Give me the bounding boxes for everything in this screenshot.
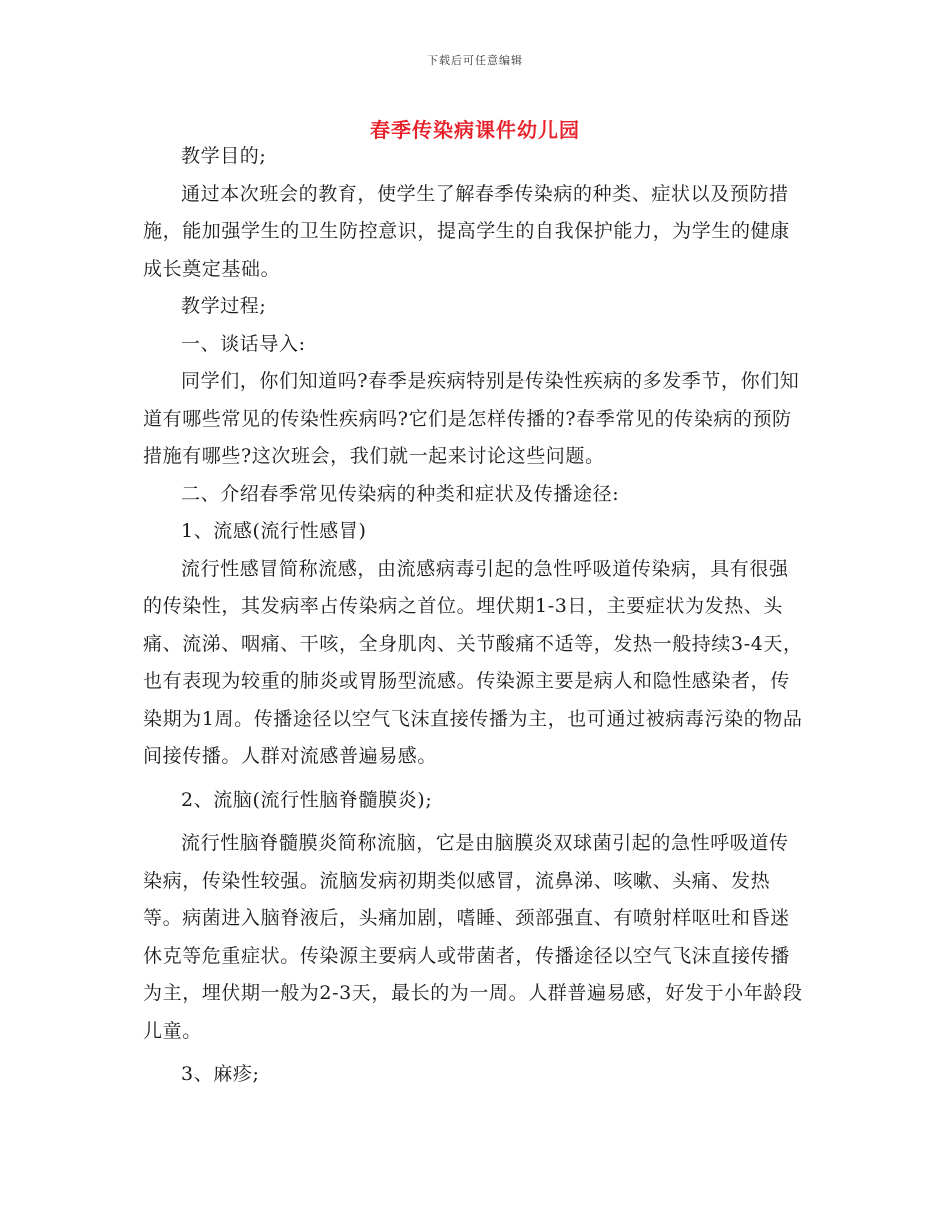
paragraph-section-1-heading: 一、谈话导入: (181, 332, 306, 355)
paragraph-teaching-goal-heading: 教学目的; (181, 145, 267, 167)
document-title: 春季传染病课件幼儿园 (370, 118, 580, 142)
paragraph-teaching-process-heading: 教学过程; (181, 295, 267, 317)
paragraph-teaching-goal: 通过本次班会的教育，使学生了解春季传染病的种类、症状以及预防措施，能加强学生的卫生防控意识，提高学生的自我保护能力，为学生的健康成长奠定基础。 (143, 182, 790, 280)
paragraph-measles-heading: 3、麻疹; (181, 1063, 260, 1085)
paragraph-meningitis-description: 流行性脑脊髓膜炎简称流脑，它是由脑膜炎双球菌引起的急性呼吸道传染病，传染性较强。流脑发病初期类似感冒，流鼻涕、咳嗽、头痛、发热等。病菌进入脑脊液后，头痛加剧，嗜睡、颈部强直、有喷射样呕吐和昏迷休克等危重症状。传染源主要病人或带菌者，传播途径以空气飞沫直接传播为主，埋伏期一般为2-3天，最长的为一周。人群普遍易感，好发于小年龄段儿童。 (143, 832, 803, 1042)
paragraph-flu-description: 流行性感冒简称流感，由流感病毒引起的急性呼吸道传染病，具有很强的传染性，其发病率占传染病之首位。埋伏期1-3日，主要症状为发热、头痛、流涕、咽痛、干咳，全身肌肉、关节酸痛不适等，发热一般持续3-4天，也有表现为较重的肺炎或胃肠型流感。传染源主要是病人和隐性感染者，传染期为1周。传播途径以空气飞沫直接传播为主，也可通过被病毒污染的物品间接传播。人群对流感普遍易感。 (143, 557, 803, 767)
document-body (143, 138, 805, 1094)
paragraph-flu-heading: 1、流感(流行性感冒) (181, 520, 367, 542)
paragraph-section-2-heading: 二、介绍春季常见传染病的种类和症状及传播途径: (181, 482, 620, 505)
paragraph-introduction: 同学们，你们知道吗?春季是疾病特别是传染性疾病的多发季节，你们知道有哪些常见的传染性疾病吗?它们是怎样传播的?春季常见的传染病的预防措施有哪些?这次班会，我们就一起来讨论这些问题。 (143, 370, 800, 467)
header-note: 下载后可任意编辑 (427, 54, 523, 67)
paragraph-meningitis-heading: 2、流脑(流行性脑脊髓膜炎); (181, 788, 433, 811)
